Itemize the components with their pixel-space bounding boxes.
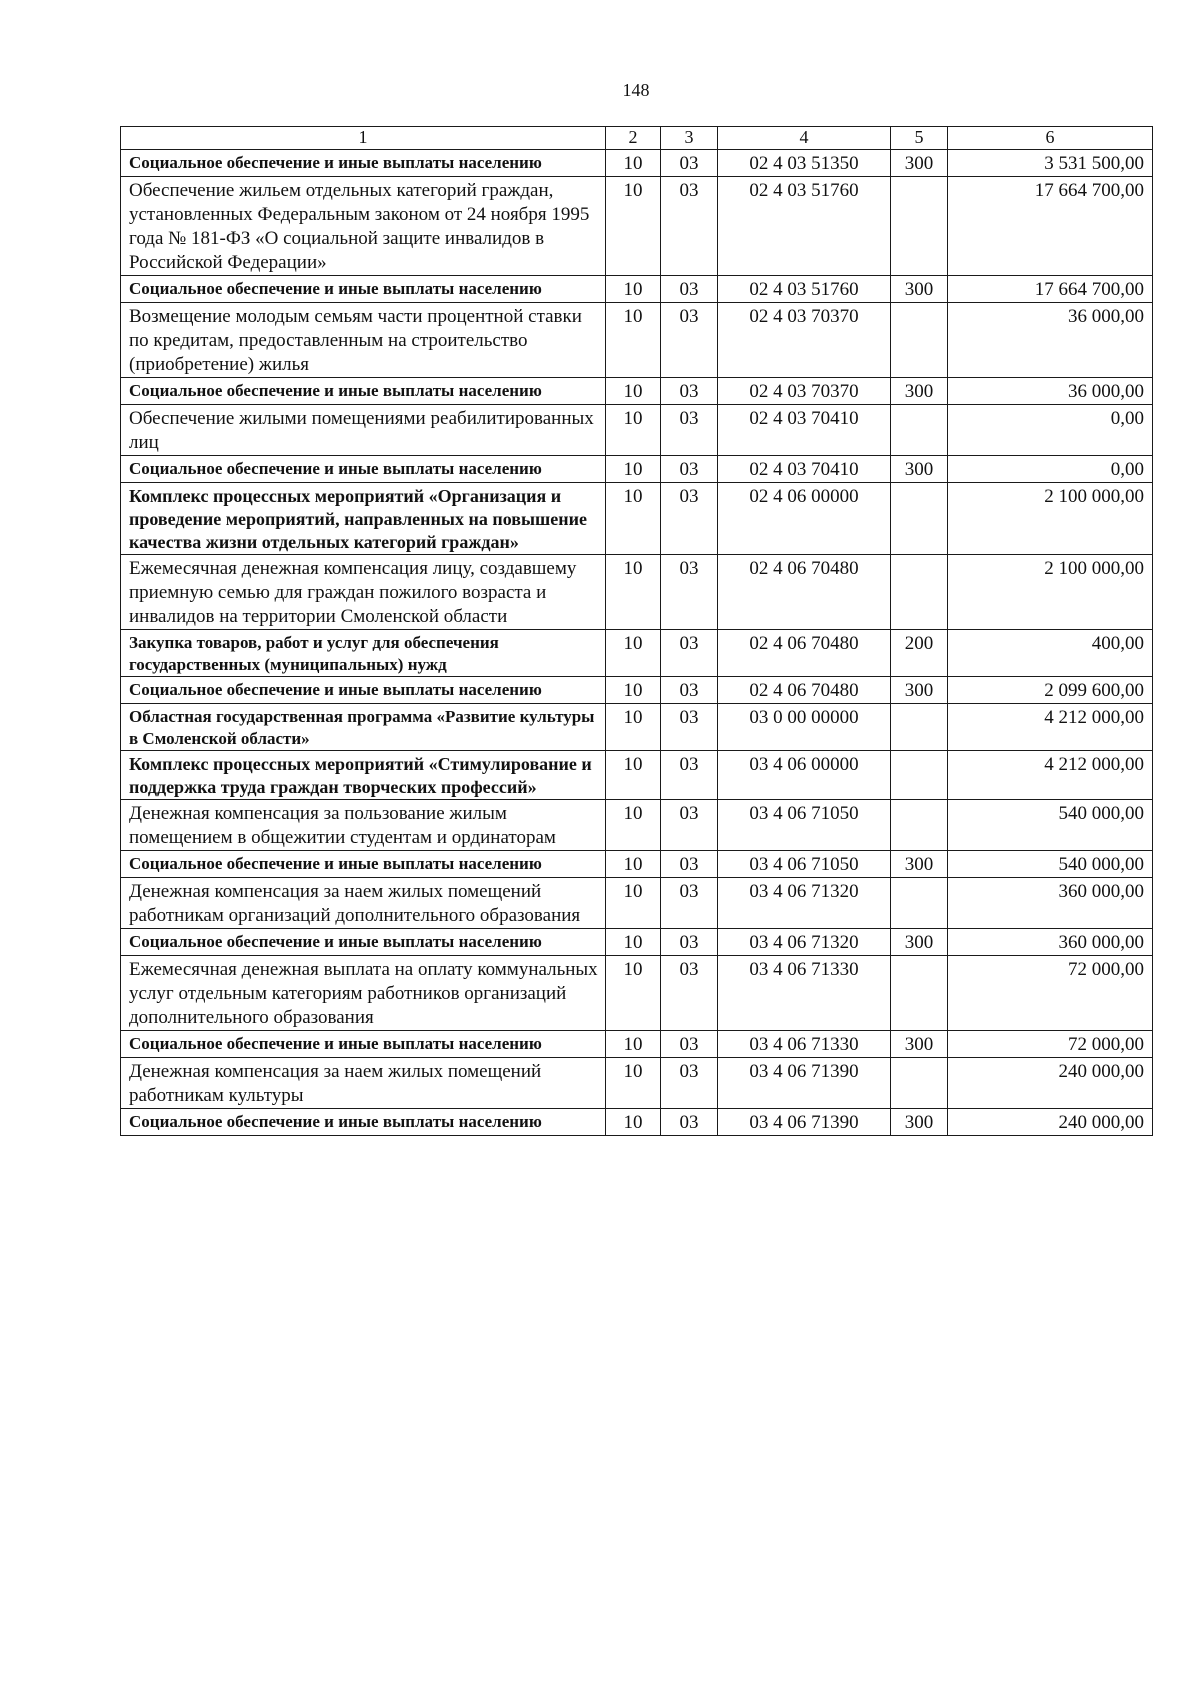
section-code-cell: 10 — [606, 956, 661, 1031]
header-col-1: 1 — [121, 127, 606, 150]
amount-cell: 360 000,00 — [948, 878, 1153, 929]
expense-name-cell: Комплекс процессных мероприятий «Организация и проведение мероприятий, направленных на повышение качества жизни отдельных категорий граждан» — [121, 483, 606, 555]
expense-type-cell — [891, 751, 948, 800]
table-row — [121, 150, 1153, 177]
section-code-cell: 10 — [606, 851, 661, 878]
expense-name-cell: Областная государственная программа «Развитие культуры в Смоленской области» — [121, 704, 606, 751]
target-article-cell: 03 4 06 71330 — [718, 956, 891, 1031]
header-col-5: 5 — [891, 127, 948, 150]
target-article-cell: 03 4 06 71050 — [718, 851, 891, 878]
amount-cell: 2 100 000,00 — [948, 555, 1153, 630]
table-row — [121, 555, 1153, 630]
amount-cell: 36 000,00 — [948, 303, 1153, 378]
amount-cell: 2 100 000,00 — [948, 483, 1153, 555]
expense-name-cell: Денежная компенсация за наем жилых помещений работникам организаций дополнительного образования — [121, 878, 606, 929]
table-row — [121, 751, 1153, 800]
table-row — [121, 929, 1153, 956]
expense-name-cell: Комплекс процессных мероприятий «Стимулирование и поддержка труда граждан творческих профессий» — [121, 751, 606, 800]
expense-type-cell — [891, 555, 948, 630]
expense-name-cell: Социальное обеспечение и иные выплаты населению — [121, 150, 606, 177]
target-article-cell: 02 4 03 70410 — [718, 456, 891, 483]
budget-table — [120, 126, 1153, 1136]
table-row — [121, 276, 1153, 303]
target-article-cell: 03 4 06 71390 — [718, 1109, 891, 1136]
header-col-4: 4 — [718, 127, 891, 150]
subsection-code-cell: 03 — [661, 1109, 718, 1136]
amount-cell: 36 000,00 — [948, 378, 1153, 405]
target-article-cell: 03 4 06 71050 — [718, 800, 891, 851]
amount-cell: 540 000,00 — [948, 851, 1153, 878]
amount-cell: 17 664 700,00 — [948, 177, 1153, 276]
target-article-cell: 03 0 00 00000 — [718, 704, 891, 751]
subsection-code-cell: 03 — [661, 456, 718, 483]
amount-cell: 400,00 — [948, 630, 1153, 677]
expense-type-cell — [891, 704, 948, 751]
target-article-cell: 02 4 06 70480 — [718, 555, 891, 630]
expense-type-cell — [891, 1058, 948, 1109]
section-code-cell: 10 — [606, 276, 661, 303]
expense-name-cell: Денежная компенсация за наем жилых помещений работникам культуры — [121, 1058, 606, 1109]
expense-name-cell: Социальное обеспечение и иные выплаты населению — [121, 677, 606, 704]
expense-type-cell — [891, 956, 948, 1031]
subsection-code-cell: 03 — [661, 1058, 718, 1109]
table-row — [121, 405, 1153, 456]
target-article-cell: 02 4 03 70370 — [718, 303, 891, 378]
subsection-code-cell: 03 — [661, 276, 718, 303]
expense-name-cell: Социальное обеспечение и иные выплаты населению — [121, 1031, 606, 1058]
amount-cell: 4 212 000,00 — [948, 751, 1153, 800]
subsection-code-cell: 03 — [661, 177, 718, 276]
target-article-cell: 02 4 03 51760 — [718, 276, 891, 303]
section-code-cell: 10 — [606, 150, 661, 177]
subsection-code-cell: 03 — [661, 405, 718, 456]
expense-name-cell: Возмещение молодым семьям части процентной ставки по кредитам, предоставленным на строительство (приобретение) жилья — [121, 303, 606, 378]
section-code-cell: 10 — [606, 878, 661, 929]
target-article-cell: 03 4 06 71390 — [718, 1058, 891, 1109]
subsection-code-cell: 03 — [661, 150, 718, 177]
table-row — [121, 1058, 1153, 1109]
section-code-cell: 10 — [606, 303, 661, 378]
subsection-code-cell: 03 — [661, 483, 718, 555]
table-row — [121, 851, 1153, 878]
table-row — [121, 630, 1153, 677]
header-col-3: 3 — [661, 127, 718, 150]
amount-cell: 540 000,00 — [948, 800, 1153, 851]
target-article-cell: 02 4 03 51760 — [718, 177, 891, 276]
section-code-cell: 10 — [606, 1058, 661, 1109]
subsection-code-cell: 03 — [661, 630, 718, 677]
expense-type-cell — [891, 177, 948, 276]
expense-type-cell: 300 — [891, 276, 948, 303]
expense-type-cell: 300 — [891, 1031, 948, 1058]
subsection-code-cell: 03 — [661, 555, 718, 630]
expense-name-cell: Социальное обеспечение и иные выплаты населению — [121, 929, 606, 956]
subsection-code-cell: 03 — [661, 929, 718, 956]
section-code-cell: 10 — [606, 405, 661, 456]
table-row — [121, 378, 1153, 405]
target-article-cell: 03 4 06 71320 — [718, 878, 891, 929]
section-code-cell: 10 — [606, 555, 661, 630]
amount-cell: 360 000,00 — [948, 929, 1153, 956]
table-row — [121, 177, 1153, 276]
section-code-cell: 10 — [606, 751, 661, 800]
section-code-cell: 10 — [606, 378, 661, 405]
table-row — [121, 956, 1153, 1031]
expense-type-cell — [891, 878, 948, 929]
amount-cell: 240 000,00 — [948, 1058, 1153, 1109]
subsection-code-cell: 03 — [661, 1031, 718, 1058]
expense-type-cell — [891, 483, 948, 555]
table-row — [121, 1031, 1153, 1058]
expense-type-cell: 300 — [891, 456, 948, 483]
section-code-cell: 10 — [606, 1031, 661, 1058]
target-article-cell: 03 4 06 71330 — [718, 1031, 891, 1058]
table-row — [121, 1109, 1153, 1136]
expense-name-cell: Социальное обеспечение и иные выплаты населению — [121, 851, 606, 878]
expense-name-cell: Обеспечение жильем отдельных категорий граждан, установленных Федеральным законом от 24 ноября 1995 года № 181-ФЗ «О социальной защите инвалидов в Российской Федерации» — [121, 177, 606, 276]
amount-cell: 72 000,00 — [948, 1031, 1153, 1058]
table-body — [121, 150, 1153, 1136]
table-row — [121, 878, 1153, 929]
target-article-cell: 02 4 06 70480 — [718, 630, 891, 677]
expense-name-cell: Социальное обеспечение и иные выплаты населению — [121, 378, 606, 405]
section-code-cell: 10 — [606, 800, 661, 851]
subsection-code-cell: 03 — [661, 851, 718, 878]
section-code-cell: 10 — [606, 677, 661, 704]
target-article-cell: 03 4 06 00000 — [718, 751, 891, 800]
amount-cell: 4 212 000,00 — [948, 704, 1153, 751]
table-row — [121, 704, 1153, 751]
section-code-cell: 10 — [606, 483, 661, 555]
expense-name-cell: Денежная компенсация за пользование жилым помещением в общежитии студентам и ординаторам — [121, 800, 606, 851]
expense-type-cell: 300 — [891, 378, 948, 405]
target-article-cell: 02 4 03 70410 — [718, 405, 891, 456]
table-row — [121, 800, 1153, 851]
table-header-row — [121, 127, 1153, 150]
expense-name-cell: Социальное обеспечение и иные выплаты населению — [121, 456, 606, 483]
expense-type-cell: 300 — [891, 851, 948, 878]
section-code-cell: 10 — [606, 929, 661, 956]
table-row — [121, 677, 1153, 704]
amount-cell: 2 099 600,00 — [948, 677, 1153, 704]
expense-type-cell: 300 — [891, 677, 948, 704]
amount-cell: 17 664 700,00 — [948, 276, 1153, 303]
subsection-code-cell: 03 — [661, 704, 718, 751]
target-article-cell: 03 4 06 71320 — [718, 929, 891, 956]
expense-name-cell: Социальное обеспечение и иные выплаты населению — [121, 276, 606, 303]
subsection-code-cell: 03 — [661, 956, 718, 1031]
subsection-code-cell: 03 — [661, 378, 718, 405]
target-article-cell: 02 4 03 70370 — [718, 378, 891, 405]
amount-cell: 240 000,00 — [948, 1109, 1153, 1136]
header-col-6: 6 — [948, 127, 1153, 150]
subsection-code-cell: 03 — [661, 677, 718, 704]
expense-name-cell: Ежемесячная денежная компенсация лицу, создавшему приемную семью для граждан пожилого возраста и инвалидов на территории Смоленской области — [121, 555, 606, 630]
subsection-code-cell: 03 — [661, 800, 718, 851]
table-row — [121, 303, 1153, 378]
target-article-cell: 02 4 06 00000 — [718, 483, 891, 555]
amount-cell: 0,00 — [948, 405, 1153, 456]
target-article-cell: 02 4 03 51350 — [718, 150, 891, 177]
section-code-cell: 10 — [606, 1109, 661, 1136]
amount-cell: 3 531 500,00 — [948, 150, 1153, 177]
expense-name-cell: Ежемесячная денежная выплата на оплату коммунальных услуг отдельным категориям работников организаций дополнительного образования — [121, 956, 606, 1031]
expense-type-cell: 300 — [891, 150, 948, 177]
amount-cell: 72 000,00 — [948, 956, 1153, 1031]
expense-name-cell: Социальное обеспечение и иные выплаты населению — [121, 1109, 606, 1136]
section-code-cell: 10 — [606, 704, 661, 751]
subsection-code-cell: 03 — [661, 303, 718, 378]
subsection-code-cell: 03 — [661, 751, 718, 800]
expense-type-cell — [891, 405, 948, 456]
section-code-cell: 10 — [606, 630, 661, 677]
section-code-cell: 10 — [606, 456, 661, 483]
expense-type-cell: 200 — [891, 630, 948, 677]
section-code-cell: 10 — [606, 177, 661, 276]
table-row — [121, 483, 1153, 555]
page-number: 148 — [622, 80, 650, 100]
table-row — [121, 456, 1153, 483]
target-article-cell: 02 4 06 70480 — [718, 677, 891, 704]
expense-name-cell: Закупка товаров, работ и услуг для обеспечения государственных (муниципальных) нужд — [121, 630, 606, 677]
expense-type-cell: 300 — [891, 929, 948, 956]
expense-type-cell — [891, 303, 948, 378]
subsection-code-cell: 03 — [661, 878, 718, 929]
header-col-2: 2 — [606, 127, 661, 150]
expense-name-cell: Обеспечение жилыми помещениями реабилитированных лиц — [121, 405, 606, 456]
expense-type-cell: 300 — [891, 1109, 948, 1136]
amount-cell: 0,00 — [948, 456, 1153, 483]
expense-type-cell — [891, 800, 948, 851]
